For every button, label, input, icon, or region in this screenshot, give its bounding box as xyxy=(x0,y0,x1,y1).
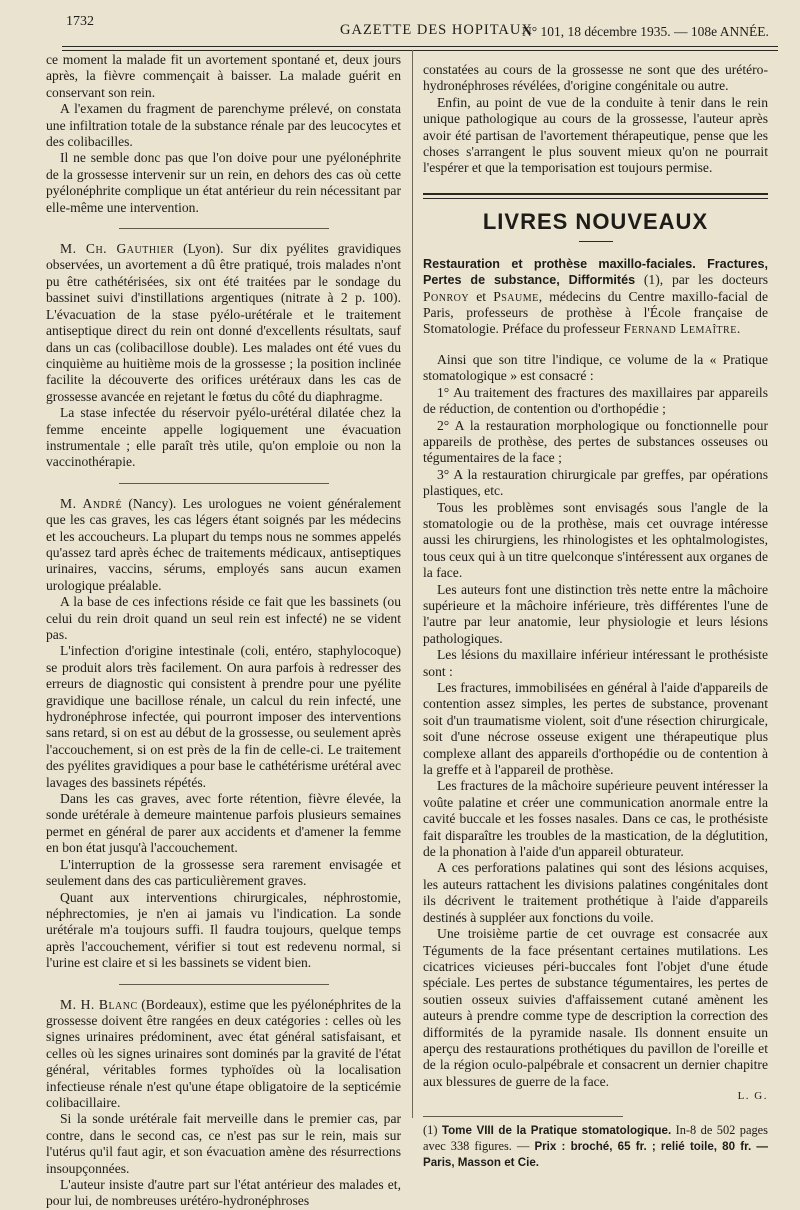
book-byline: et xyxy=(469,288,494,304)
paragraph: L'auteur insiste d'autre part sur l'état antérieur des malades et, pour lui, de nombreuses urétéro-hydronéphroses xyxy=(46,1177,401,1209)
paragraph: 1° Au traitement des fractures des maxillaires par appareils de réduction, de contention ou d'orthopédie ; xyxy=(423,384,768,417)
book-affiliation: , médecins du Centre maxillo-facial de Paris, professeurs de prothèse à l'École française de Stomatologie. Préface du professeur xyxy=(423,288,769,337)
footnote-price: Prix : broché, 65 fr. ; relié toile, 80 fr. — Paris, Masson et Cie. xyxy=(423,1139,768,1169)
issue-line: N° 101, 18 décembre 1935. — 108e ANNÉE. xyxy=(522,24,769,39)
paragraph: L'infection d'origine intestinale (coli, entéro, staphylocoque) se produit alors très facilement. On aura parfois à redresser des erreurs de diagnostic qui consistent à prendre pour une pyélite gravidique une bacillose rénale, un calcul du rein infecté, une hydronéphrose infectée, qui pourront imposer des interventions sans retard, si on est au début de la grossesse, ou seulement après l'accouchement, si on est près de la fin de celle-ci. Le traitement des pyélites gravidiques a pour base le cathétérisme urétéral avec lavages des bassinets répétés. xyxy=(46,643,401,790)
paragraph: Les fractures de la mâchoire supérieure peuvent intéresser la voûte palatine et créer une communication anormale entre la cavité buccale et les fosses nasales. Dans ce cas, le prothésiste fait disparaître les troubles de la mastication, de la déglutition, de la phonation à l'aide d'un appareil obturateur. xyxy=(423,778,768,860)
left-column xyxy=(46,52,401,1210)
paragraph: Les fractures, immobilisées en général à l'aide d'appareils de contention assez simples, les pertes de substance, provenant soit d'un traumatisme violent, soit d'une résection chirurgicale, soit d'une nécrose osseuse exigent une thérapeutique plus complexe allant des appareils d'orthopédie ou de contention à la greffe et à l'appareil de prothèse. xyxy=(423,680,768,778)
author-name: M. Ch. Gauthier xyxy=(60,241,175,257)
paragraph: A l'examen du fragment de parenchyme prélevé, on constata une infiltration totale de la substance rénale par des leucocytes et des colibacilles. xyxy=(46,101,401,150)
paragraph: A ces perforations palatines qui sont des lésions acquises, les auteurs rattachent les divisions palatines congénitales dont ils décrivent le traitement prothétique à l'aide d'appareils destinés à suppléer aux fonctions du voile. xyxy=(423,860,768,925)
author-name: M. H. Blanc xyxy=(60,996,138,1012)
footnote-bold: Tome VIII de la Pratique stomatologique. xyxy=(441,1124,672,1138)
section-rule xyxy=(423,193,768,199)
paragraph: Une troisième partie de cet ouvrage est consacrée aux Téguments de la face présentant certaines mutilations. Les cicatrices vicieuses péri-buccales font l'objet d'une étude spéciale. Les pertes de substance tégumentaires, les pertes de soutien osseux suivies d'affaissement cutané amènent les auteurs à prendre comme type de description la correction des difformités de la pyramide nasale. Ils donnent ensuite un aperçu des restaurations prothétiques du pavillon de l'oreille et de la région oculo-palpébrale et consacrent un dernier chapitre aux blessures de guerre de la face. xyxy=(423,926,768,1089)
book-heading xyxy=(423,256,768,338)
paragraph xyxy=(46,997,401,1112)
section-separator xyxy=(119,228,329,229)
paragraph: Enfin, au point de vue de la conduite à tenir dans le rein unique pathologique au cours de la grossesse, l'auteur après avoir été partisan de l'avortement thérapeutique, pense que les choses s'arrangent le plus souvent mieux qu'on ne pourrait l'espérer et que la temporisation est toujours permise. xyxy=(423,94,768,176)
paragraph-text: (Lyon). Sur dix pyélites gravidiques observées, un avortement a dû être pratiqué, trois malades n'ont pu être cathétérisées, six ont été traitées par le sondage du bassinet suivi d'instillations argentiques (nitrate à 2 p. 100). L'évacuation de la stase pyélo-urétérale et le traitement antiseptique direct du rein ont donné d'excellents résultats, sauf dans un cas (colibacillose double). Les malades ont été vues du cinquième au huitième mois de la grossesse ; la position inclinée facilite la découverte des orifices urétéraux dans les cas de grossesse avancée en rejetant le fœtus du côté du diaphragme. xyxy=(46,241,401,404)
paragraph: Dans les cas graves, avec forte rétention, fièvre élevée, la sonde urétérale à demeure maintenue parfois plusieurs semaines permet en général de parer aux accidents et d'amener la femme en bon état jusqu'à l'accouchement. xyxy=(46,791,401,856)
paragraph: constatées au cours de la grossesse ne sont que des urétéro-hydronéphroses révélées, d'origine congénitale ou autre. xyxy=(423,62,768,94)
paragraph: A la base de ces infections réside ce fait que les bassinets (ou celui du rein droit quand un seul rein est infecté) ne se vident pas. xyxy=(46,594,401,642)
paragraph-text: (Bordeaux), estime que les pyélonéphrites de la grossesse doivent être rangées en deux catégories : celles où les signes urinaires prédominent, avec état général satisfaisant, et celles où les signes urinaires sont dominés par la gravité de l'état général, véritables formes typhoïdes où la localisation infectieuse rénale n'est qu'une étape obligatoire de la septicémie colibacillaire. xyxy=(46,996,401,1110)
author-name: M. André xyxy=(60,495,123,511)
intro-section xyxy=(46,52,401,216)
column-divider xyxy=(412,50,413,1118)
andre-section xyxy=(46,496,401,972)
paragraph: ce moment la malade fit un avortement spontané et, deux jours après, la fièvre commençait à baisser. La malade guérit en conservant son rein. xyxy=(46,52,401,100)
paragraph: Il ne semble donc pas que l'on doive pour une pyélonéphrite de la grossesse intervenir sur un rein, en dehors des cas où cette pyélonéphrite complique un état antérieur du rein nécessitant par elle-même une intervention. xyxy=(46,150,401,215)
book-byline: , par les docteurs xyxy=(659,272,769,288)
paragraph: 3° A la restauration chirurgicale par greffes, par opérations plastiques, etc. xyxy=(423,466,768,499)
footnote xyxy=(423,1123,768,1170)
author-name: Psaume xyxy=(493,288,539,304)
paragraph: Tous les problèmes sont envisagés sous l'angle de la stomatologie ou de la prothèse, mais cet ouvrage intéresse aussi les chirurgiens, les rhinologistes et les ophtalmologistes, tous ceux qui à un titre quelconque s'intéressent aux organes de la face. xyxy=(423,499,768,581)
paragraph: La stase infectée du réservoir pyélo-urétéral dilatée chez la femme enceinte appelle logiquement une évacuation instrumentale ; elle paraît très utile, qu'on emploie ou non la vaccinothérapie. xyxy=(46,405,401,470)
book-title: Restauration et prothèse maxillo-faciales. Fractures, Pertes de substance, Difformités xyxy=(423,256,768,288)
section-separator xyxy=(119,984,329,985)
footnote-mark: (1) xyxy=(635,272,660,288)
book-byline: . xyxy=(736,321,741,337)
section-separator xyxy=(119,483,329,484)
footnote-text: In-8 de 502 pages avec 338 figures. — xyxy=(423,1123,768,1153)
journal-title: GAZETTE DES HOPITAUX xyxy=(340,22,533,38)
paragraph xyxy=(46,241,401,405)
header-rule-double xyxy=(62,50,778,51)
right-column xyxy=(423,62,768,1171)
page-header xyxy=(62,8,778,48)
section-title: LIVRES NOUVEAUX xyxy=(482,208,709,234)
paragraph: Les auteurs font une distinction très nette entre la mâchoire supérieure et la mâchoire inférieure, très différentes l'une de l'autre par leur anatomie, leur physiologie et leurs lésions pathologiques. xyxy=(423,581,768,646)
author-name: Ponroy xyxy=(423,288,470,304)
review-body xyxy=(423,352,768,1102)
gauthier-section xyxy=(46,241,401,471)
paragraph: Quant aux interventions chirurgicales, néphrostomie, néphrectomies, je n'en ai jamais vu l'indication. La sonde urétérale m'a toujours suffi. Il faudra toujours, quelque temps après l'accouchement, vérifier si tout est redevenu normal, si l'urine est claire et si les bassinets se vident bien. xyxy=(46,889,401,971)
paragraph: L'interruption de la grossesse sera rarement envisagée et seulement dans des cas particulièrement graves. xyxy=(46,856,401,889)
header-rule xyxy=(62,46,778,47)
paragraph: Les lésions du maxillaire inférieur intéressant le prothésiste sont : xyxy=(423,647,768,679)
reviewer-signature: L. G. xyxy=(737,1090,768,1103)
footnote-mark: (1) xyxy=(423,1123,442,1138)
paragraph-text: (Nancy). Les urologues ne voient généralement que les cas graves, les cas légers étant soignés par les médecins et les accoucheurs. La plupart du temps nous ne sommes appelés qu'assez tard après échec de traitements médicaux, antiseptiques urinaires, vaccins, sérums, employés sans aucun examen urologique préalable. xyxy=(46,495,401,593)
title-rule xyxy=(579,241,613,242)
page-number: 1732 xyxy=(66,14,94,29)
paragraph: 2° A la restauration morphologique ou fonctionnelle pour appareils de prothèse, des pertes de substances osseuses ou tégumentaires de la face ; xyxy=(423,417,768,466)
paragraph: Ainsi que son titre l'indique, ce volume de la « Pratique stomatologique » est consacré : xyxy=(423,351,768,384)
paragraph: Si la sonde urétérale fait merveille dans le premier cas, par contre, dans le second cas, ce n'est pas sur le rein, mais sur l'utérus qu'il faut agir, et son évacuation amène des résurrections insoupçonnées. xyxy=(46,1111,401,1176)
blanc-section xyxy=(46,997,401,1210)
paragraph xyxy=(46,496,401,594)
footnote-rule xyxy=(423,1116,623,1117)
author-name: Fernand Lemaître xyxy=(623,321,737,337)
